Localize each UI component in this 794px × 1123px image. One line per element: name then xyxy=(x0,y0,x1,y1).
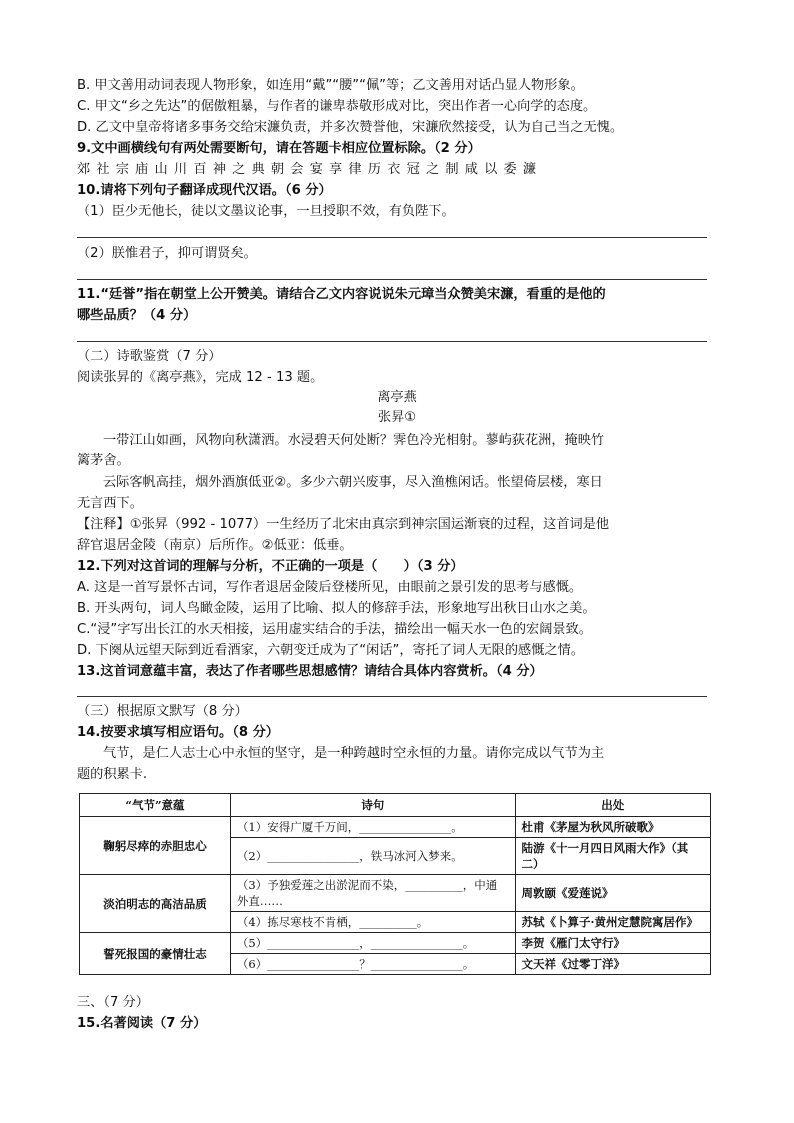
poem-stanza-1-cont: 篱茅舍。 xyxy=(77,453,130,468)
poem-note: 【注释】①张昇（992 - 1077）一生经历了北宋由真宗到神宗国运渐衰的过程，这首词是他 xyxy=(77,517,610,532)
verse-fill-cell[interactable]: （2）________________，铁马冰河入梦来。 xyxy=(230,838,515,875)
poem-title: 离亭燕 xyxy=(377,390,417,405)
part-3-title: 三、（7 分） xyxy=(77,995,149,1010)
q11-prompt: 11.“廷誉”指在朝堂上公开赞美。请结合乙文内容说说朱元璋当众赞美宋濂，看重的是他的 xyxy=(77,287,606,302)
q12-option-a: A. 这是一首写景怀古词，写作者退居金陵后登楼所见，由眼前之景引发的思考与感慨。 xyxy=(77,580,583,595)
verse-fill-cell[interactable]: （6）________________？________________。 xyxy=(230,954,515,975)
theme-cell: 誓死报国的豪情壮志 xyxy=(80,933,231,975)
source-cell: 陆游《十一月四日风雨大作》（其二） xyxy=(515,838,711,875)
poem-stanza-1: 一带江山如画，风物向秋潇洒。水浸碧天何处断？霁色冷光相射。蓼屿荻花洲，掩映竹 xyxy=(103,433,605,448)
q10-sentence-2: （2）朕惟君子，抑可谓贤矣。 xyxy=(77,246,257,261)
q11-prompt-cont: 哪些品质？（4 分） xyxy=(77,308,197,323)
source-cell: 杜甫《茅屋为秋风所破歌》 xyxy=(515,817,711,838)
q14-intro-cont: 题的积累卡. xyxy=(77,767,148,782)
q15-prompt: 15.名著阅读（7 分） xyxy=(77,1016,207,1031)
q13-prompt: 13.这首词意蕴丰富，表达了作者哪些思想感情？请结合具体内容赏析。（4 分） xyxy=(77,664,543,679)
q14-prompt: 14.按要求填写相应语句。（8 分） xyxy=(77,725,279,740)
table-row xyxy=(80,875,711,912)
theme-cell: 鞠躬尽瘁的赤胆忠心 xyxy=(80,817,231,875)
source-cell: 文天祥《过零丁洋》 xyxy=(515,954,711,975)
accumulation-card-table xyxy=(79,793,711,975)
verse-fill-cell[interactable]: （5）________________，________________。 xyxy=(230,933,515,954)
header-source: 出处 xyxy=(515,794,711,817)
q8-option-b: B. 甲文善用动词表现人物形象，如连用“戴”“腰”“佩”等；乙文善用对话凸显人物形象。 xyxy=(77,78,584,93)
answer-line[interactable] xyxy=(77,341,707,342)
source-cell: 李贺《雁门太守行》 xyxy=(515,933,711,954)
q14-intro: 气节，是仁人志士心中永恒的坚守，是一种跨越时空永恒的力量。请你完成以气节为主 xyxy=(103,746,605,761)
table-header-row xyxy=(80,794,711,817)
theme-cell: 淡泊明志的高洁品质 xyxy=(80,875,231,933)
q10-sentence-1: （1）臣少无他长，徒以文墨议论事，一旦授职不效，有负陛下。 xyxy=(77,204,455,219)
q10-prompt: 10.请将下列句子翻译成现代汉语。（6 分） xyxy=(77,183,332,198)
source-cell: 苏轼《卜算子·黄州定慧院寓居作》 xyxy=(515,912,711,933)
poem-note-cont: 辞官退居金陵（南京）后所作。②低亚：低垂。 xyxy=(77,538,353,553)
header-theme: “气节”意蕴 xyxy=(80,794,231,817)
poem-stanza-2-cont: 无言西下。 xyxy=(77,496,143,511)
q12-option-c: C.“浸”字写出长江的水天相接，运用虚实结合的手法，描绘出一幅天水一色的宏阔景致。 xyxy=(77,622,592,637)
q9-prompt: 9.文中画横线句有两处需要断句，请在答题卡相应位置标除。（2 分） xyxy=(77,141,481,156)
poem-stanza-2: 云际客帆高挂，烟外酒旗低亚②。多少六朝兴废事，尽入渔樵闲话。怅望倚层楼，寒日 xyxy=(103,475,603,490)
poem-instruction: 阅读张昇的《离亭燕》，完成 12 - 13 题。 xyxy=(77,370,324,385)
section-2-title: （二）诗歌鉴赏（7 分） xyxy=(77,349,222,364)
q12-option-b: B. 开头两句，词人鸟瞰金陵，运用了比喻、拟人的修辞手法，形象地写出秋日山水之美。 xyxy=(77,601,596,616)
answer-line[interactable] xyxy=(77,696,707,697)
verse-fill-cell[interactable]: （3）予独爱莲之出淤泥而不染，__________，中通外直…… xyxy=(230,875,515,912)
table-row xyxy=(80,933,711,954)
verse-fill-cell[interactable]: （4）拣尽寒枝不肯栖，__________。 xyxy=(230,912,515,933)
q12-option-d: D. 下阕从远望天际到近看酒家，六朝变迁成为了“闲话”，寄托了词人无限的感慨之情。 xyxy=(77,643,584,658)
answer-line[interactable] xyxy=(77,279,707,280)
section-3-title: （三）根据原文默写（8 分） xyxy=(77,704,248,719)
q9-sentence: 郊社宗庙山川百神之典朝会宴享律历衣冠之制咸以委濂 xyxy=(77,162,543,177)
q12-prompt: 12.下列对这首词的理解与分析，不正确的一项是（ ）（3 分） xyxy=(77,559,464,574)
q8-option-d: D. 乙文中皇帝将诸多事务交给宋濂负责，并多次赞誉他，宋濂欣然接受，认为自己当之无愧。 xyxy=(77,120,624,135)
poem-author: 张昇① xyxy=(377,410,417,425)
verse-fill-cell[interactable]: （1）安得广厦千万间，________________。 xyxy=(230,817,515,838)
header-verse: 诗句 xyxy=(230,794,515,817)
table-row xyxy=(80,817,711,838)
q8-option-c: C. 甲文“乡之先达”的倨傲粗暴，与作者的谦卑恭敬形成对比，突出作者一心向学的态度。 xyxy=(77,99,597,114)
answer-line[interactable] xyxy=(77,237,707,238)
source-cell: 周敦颐《爱莲说》 xyxy=(515,875,711,912)
